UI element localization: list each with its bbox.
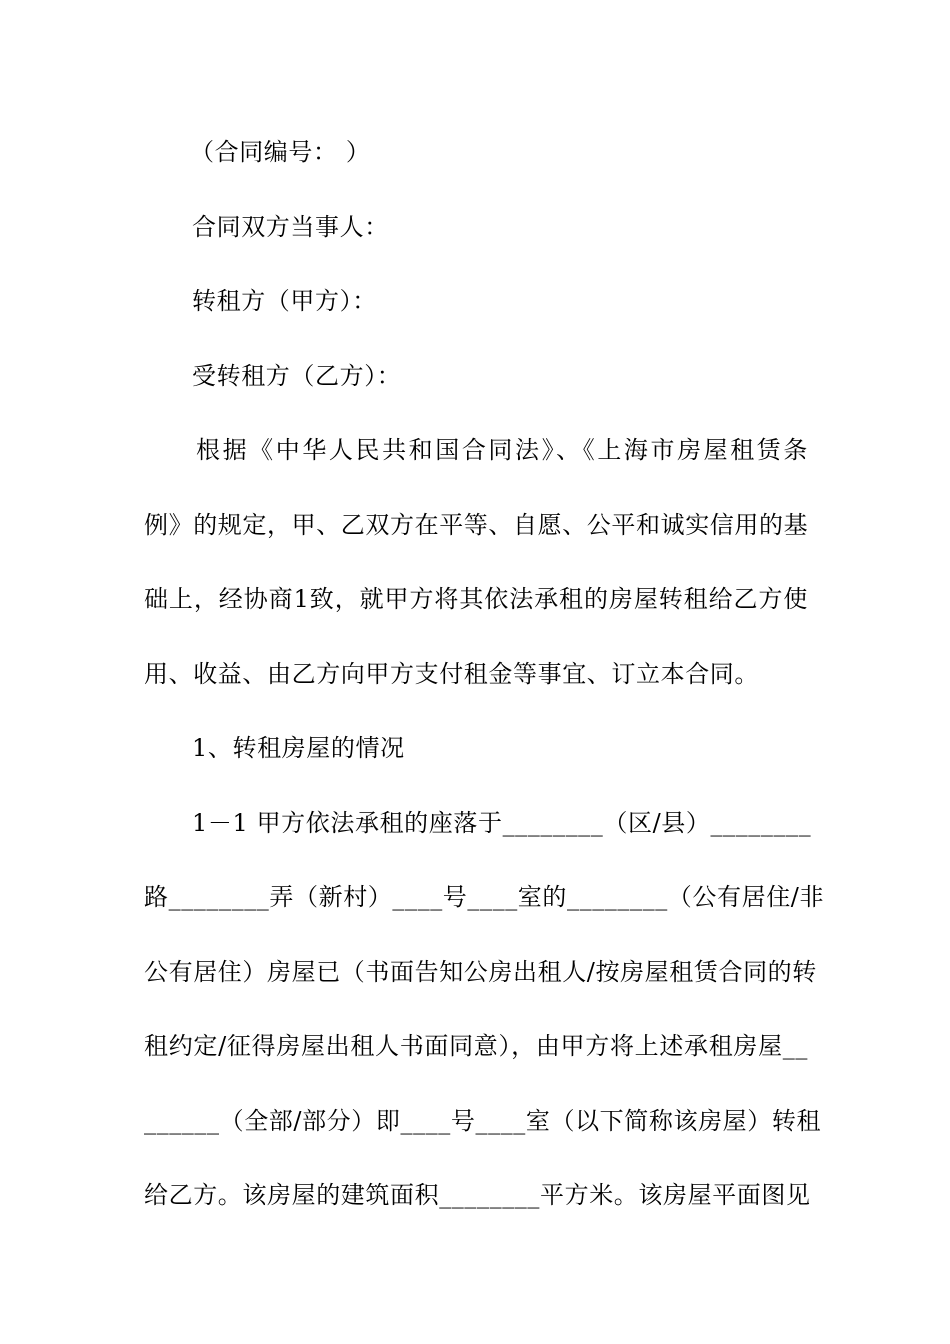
- contract-number: （合同编号： ）: [190, 138, 371, 166]
- parties-heading: 合同双方当事人：: [192, 213, 389, 241]
- clause-1-1-line-6: 给乙方。该房屋的建筑面积________平方米。该房屋平面图见: [144, 1181, 811, 1209]
- preamble-line-4: 用、收益、由乙方向甲方支付租金等事宜、订立本合同。: [144, 660, 759, 688]
- party-b-label: 受转租方（乙方）：: [192, 362, 402, 390]
- clause-1-1-line-1: 1－1 甲方依法承租的座落于________（区/县）________: [192, 809, 812, 837]
- clause-1-1-line-4: 租约定/征得房屋出租人书面同意），由甲方将上述承租房屋__: [144, 1032, 808, 1060]
- clause-1-1-line-2: 路________弄（新村）____号____室的________（公有居住/非: [144, 883, 825, 911]
- preamble-line-2: 例》的规定，甲、乙双方在平等、自愿、公平和诚实信用的基: [144, 511, 809, 539]
- clause-1-1-line-5: ______（全部/部分）即____号____室（以下简称该房屋）转租: [144, 1107, 822, 1135]
- preamble-line-3: 础上，经协商1致，就甲方将其依法承租的房屋转租给乙方使: [144, 585, 808, 613]
- clause-1-1-line-3: 公有居住）房屋已（书面告知公房出租人/按房屋租赁合同的转: [144, 958, 817, 986]
- party-a-label: 转租方（甲方）：: [192, 287, 377, 315]
- section-1-title: 1、转租房屋的情况: [192, 734, 405, 762]
- preamble-line-1: 根据《中华人民共和国合同法》、《上海市房屋租赁条: [196, 436, 808, 464]
